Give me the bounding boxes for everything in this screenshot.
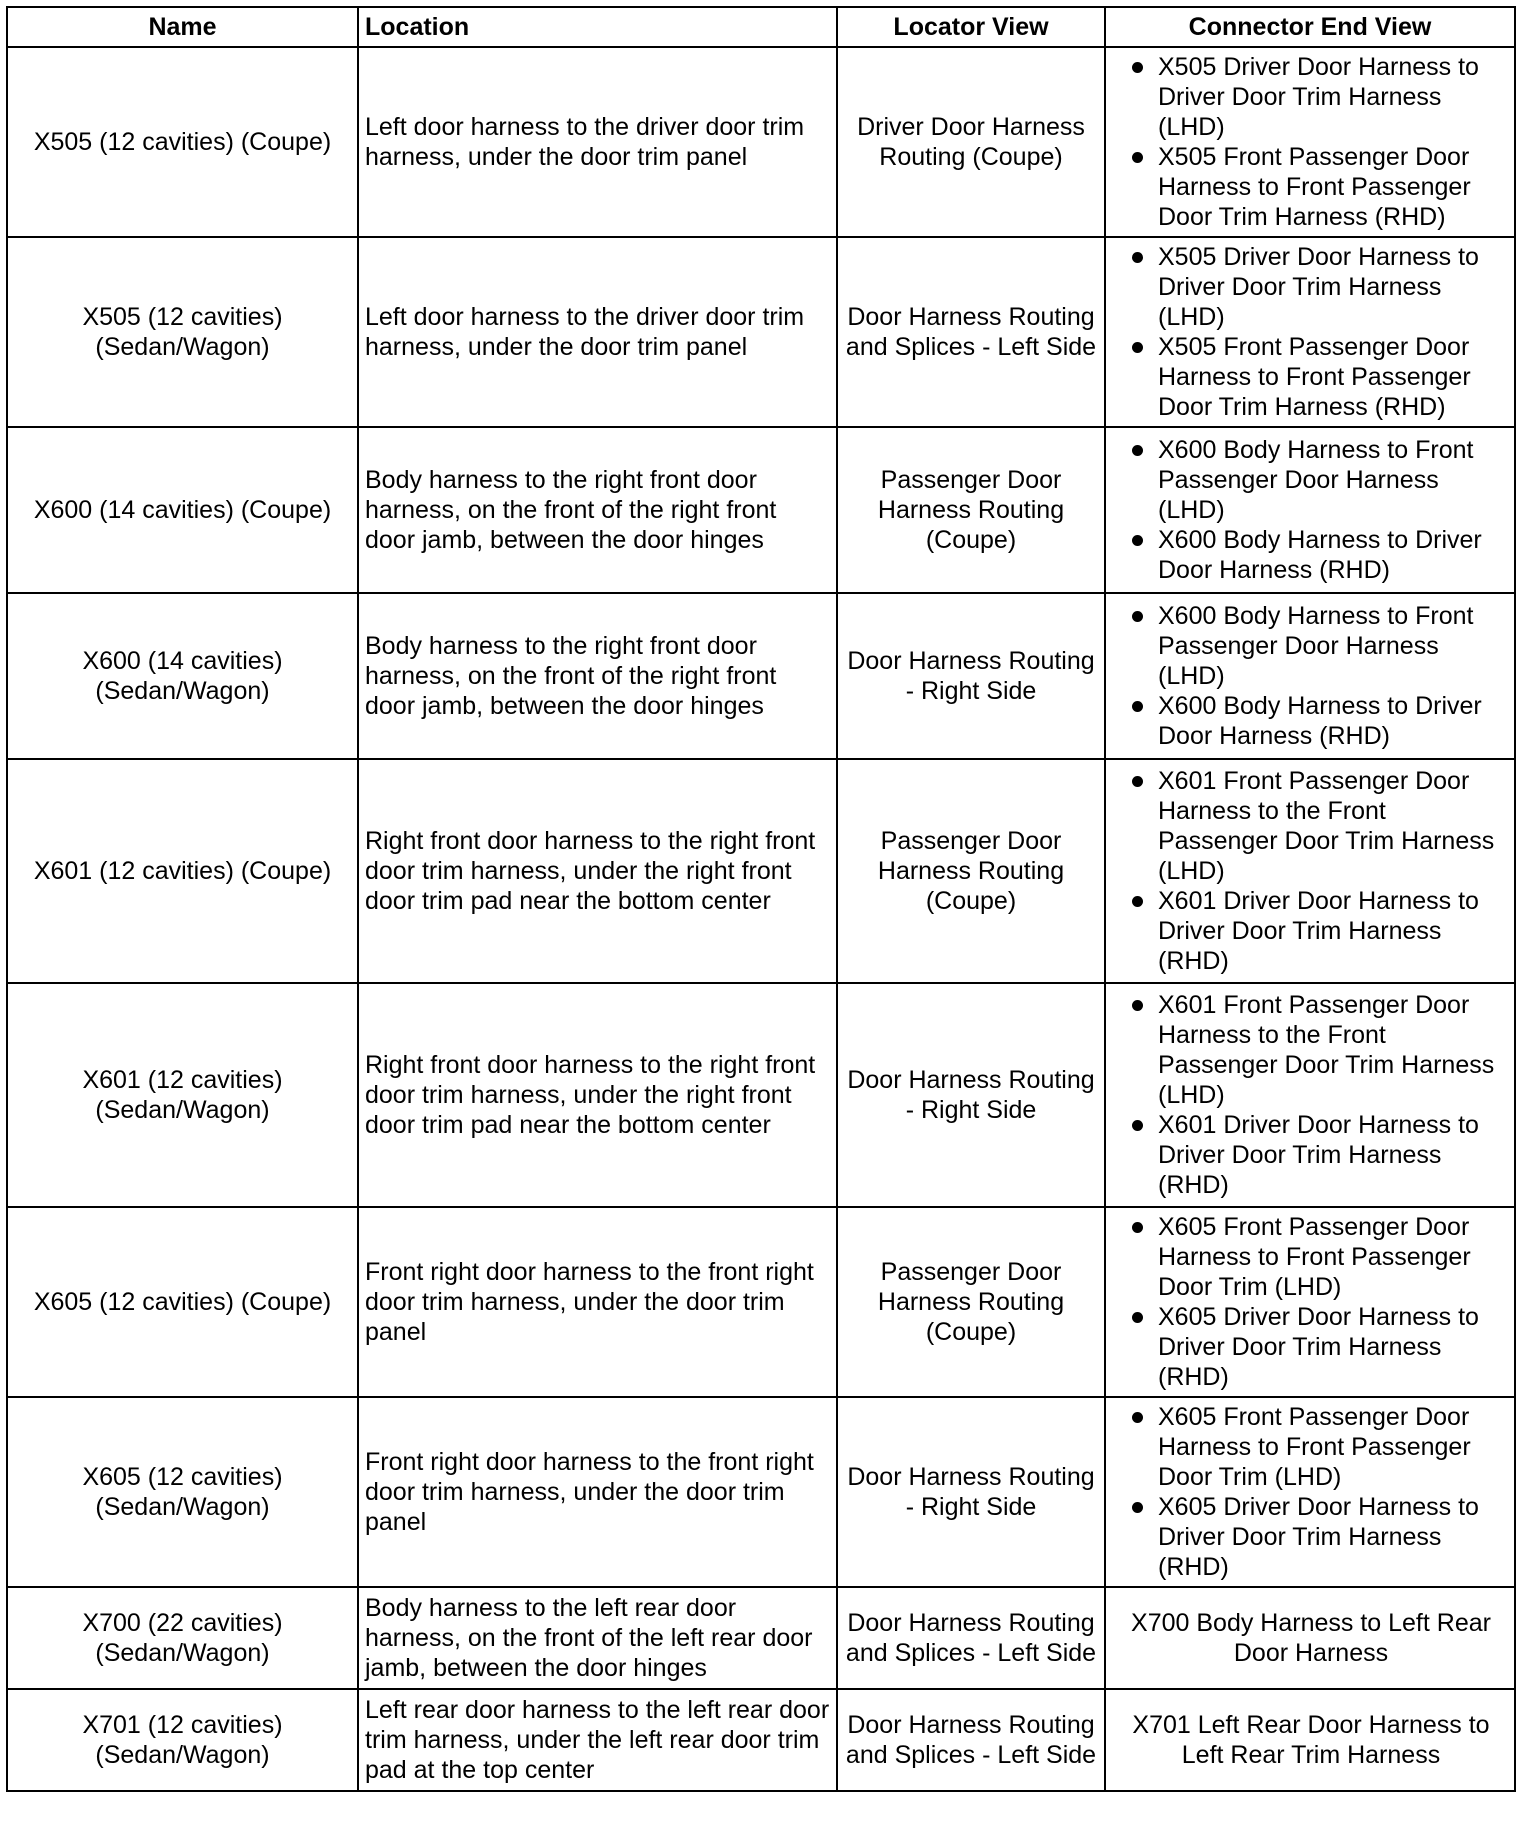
connector-view-list bbox=[1114, 52, 1508, 232]
cell-connector-end-view bbox=[1105, 983, 1515, 1207]
table-row bbox=[7, 983, 1515, 1207]
cell-name: X600 (14 cavities) (Coupe) bbox=[7, 427, 358, 593]
header-row bbox=[7, 7, 1515, 47]
cell-locator-view: Door Harness Routing - Right Side bbox=[837, 593, 1105, 759]
cell-connector-end-view bbox=[1105, 593, 1515, 759]
connector-view-list bbox=[1114, 1402, 1508, 1582]
cell-locator-view: Passenger Door Harness Routing (Coupe) bbox=[837, 759, 1105, 983]
cell-locator-view: Door Harness Routing and Splices - Left Side bbox=[837, 1587, 1105, 1689]
table-row bbox=[7, 1397, 1515, 1587]
cell-locator-view: Passenger Door Harness Routing (Coupe) bbox=[837, 427, 1105, 593]
cell-connector-end-view bbox=[1105, 47, 1515, 237]
header-connector-end-view: Connector End View bbox=[1105, 7, 1515, 47]
table-row bbox=[7, 593, 1515, 759]
cell-connector-end-view bbox=[1105, 237, 1515, 427]
connector-view-item: X601 Driver Door Harness to Driver Door Trim Harness (RHD) bbox=[1114, 1110, 1508, 1200]
cell-location: Body harness to the left rear door harness, on the front of the left rear door jamb, between the door hinges bbox=[358, 1587, 837, 1689]
cell-location: Left door harness to the driver door trim harness, under the door trim panel bbox=[358, 237, 837, 427]
cell-location: Left rear door harness to the left rear door trim harness, under the left rear door trim pad at the top center bbox=[358, 1689, 837, 1791]
connector-view-item: X605 Front Passenger Door Harness to Front Passenger Door Trim (LHD) bbox=[1114, 1212, 1508, 1302]
cell-location: Body harness to the right front door harness, on the front of the right front door jamb, between the door hinges bbox=[358, 593, 837, 759]
cell-locator-view: Door Harness Routing - Right Side bbox=[837, 1397, 1105, 1587]
connector-view-list bbox=[1114, 1212, 1508, 1392]
cell-name: X605 (12 cavities) (Coupe) bbox=[7, 1207, 358, 1397]
cell-location: Front right door harness to the front right door trim harness, under the door trim panel bbox=[358, 1207, 837, 1397]
cell-name: X505 (12 cavities) (Coupe) bbox=[7, 47, 358, 237]
cell-connector-end-view: X701 Left Rear Door Harness to Left Rear Trim Harness bbox=[1105, 1689, 1515, 1791]
header-locator-view: Locator View bbox=[837, 7, 1105, 47]
cell-locator-view: Door Harness Routing and Splices - Left Side bbox=[837, 1689, 1105, 1791]
cell-location: Right front door harness to the right front door trim harness, under the right front door trim pad near the bottom center bbox=[358, 983, 837, 1207]
connector-view-item: X605 Driver Door Harness to Driver Door Trim Harness (RHD) bbox=[1114, 1492, 1508, 1582]
table-row bbox=[7, 1587, 1515, 1689]
cell-location: Front right door harness to the front right door trim harness, under the door trim panel bbox=[358, 1397, 837, 1587]
cell-locator-view: Driver Door Harness Routing (Coupe) bbox=[837, 47, 1105, 237]
connector-view-item: X605 Front Passenger Door Harness to Front Passenger Door Trim (LHD) bbox=[1114, 1402, 1508, 1492]
connector-view-list bbox=[1114, 766, 1508, 976]
connector-view-item: X505 Driver Door Harness to Driver Door Trim Harness (LHD) bbox=[1114, 242, 1508, 332]
connector-view-item: X600 Body Harness to Driver Door Harness (RHD) bbox=[1114, 691, 1508, 751]
connector-table-sheet bbox=[6, 6, 1514, 1816]
connector-view-list bbox=[1114, 435, 1508, 585]
connector-view-item: X600 Body Harness to Driver Door Harness (RHD) bbox=[1114, 525, 1508, 585]
cell-location: Body harness to the right front door harness, on the front of the right front door jamb, between the door hinges bbox=[358, 427, 837, 593]
cell-locator-view: Passenger Door Harness Routing (Coupe) bbox=[837, 1207, 1105, 1397]
connector-view-item: X601 Driver Door Harness to Driver Door Trim Harness (RHD) bbox=[1114, 886, 1508, 976]
cell-name: X700 (22 cavities) (Sedan/Wagon) bbox=[7, 1587, 358, 1689]
cell-connector-end-view bbox=[1105, 1207, 1515, 1397]
cell-name: X605 (12 cavities) (Sedan/Wagon) bbox=[7, 1397, 358, 1587]
table-row bbox=[7, 237, 1515, 427]
connector-view-item: X600 Body Harness to Front Passenger Door Harness (LHD) bbox=[1114, 435, 1508, 525]
connector-view-list bbox=[1114, 990, 1508, 1200]
connector-view-list bbox=[1114, 242, 1508, 422]
header-location: Location bbox=[358, 7, 837, 47]
cell-name: X701 (12 cavities) (Sedan/Wagon) bbox=[7, 1689, 358, 1791]
cell-name: X505 (12 cavities) (Sedan/Wagon) bbox=[7, 237, 358, 427]
table-row bbox=[7, 1689, 1515, 1791]
header-name: Name bbox=[7, 7, 358, 47]
cell-locator-view: Door Harness Routing and Splices - Left Side bbox=[837, 237, 1105, 427]
connector-view-item: X601 Front Passenger Door Harness to the Front Passenger Door Trim Harness (LHD) bbox=[1114, 766, 1508, 886]
connector-view-item: X505 Front Passenger Door Harness to Front Passenger Door Trim Harness (RHD) bbox=[1114, 142, 1508, 232]
cell-name: X600 (14 cavities) (Sedan/Wagon) bbox=[7, 593, 358, 759]
table-row bbox=[7, 47, 1515, 237]
connector-view-item: X601 Front Passenger Door Harness to the Front Passenger Door Trim Harness (LHD) bbox=[1114, 990, 1508, 1110]
cell-connector-end-view bbox=[1105, 1397, 1515, 1587]
connector-view-item: X600 Body Harness to Front Passenger Door Harness (LHD) bbox=[1114, 601, 1508, 691]
cell-location: Right front door harness to the right front door trim harness, under the right front door trim pad near the bottom center bbox=[358, 759, 837, 983]
connector-view-item: X505 Driver Door Harness to Driver Door Trim Harness (LHD) bbox=[1114, 52, 1508, 142]
connector-view-list bbox=[1114, 601, 1508, 751]
table-row bbox=[7, 759, 1515, 983]
connector-table bbox=[6, 6, 1516, 1792]
cell-name: X601 (12 cavities) (Coupe) bbox=[7, 759, 358, 983]
connector-view-item: X605 Driver Door Harness to Driver Door Trim Harness (RHD) bbox=[1114, 1302, 1508, 1392]
cell-connector-end-view bbox=[1105, 759, 1515, 983]
cell-locator-view: Door Harness Routing - Right Side bbox=[837, 983, 1105, 1207]
table-row bbox=[7, 1207, 1515, 1397]
cell-connector-end-view: X700 Body Harness to Left Rear Door Harness bbox=[1105, 1587, 1515, 1689]
cell-name: X601 (12 cavities) (Sedan/Wagon) bbox=[7, 983, 358, 1207]
connector-view-item: X505 Front Passenger Door Harness to Front Passenger Door Trim Harness (RHD) bbox=[1114, 332, 1508, 422]
cell-location: Left door harness to the driver door trim harness, under the door trim panel bbox=[358, 47, 837, 237]
table-row bbox=[7, 427, 1515, 593]
table-body bbox=[7, 47, 1515, 1791]
cell-connector-end-view bbox=[1105, 427, 1515, 593]
